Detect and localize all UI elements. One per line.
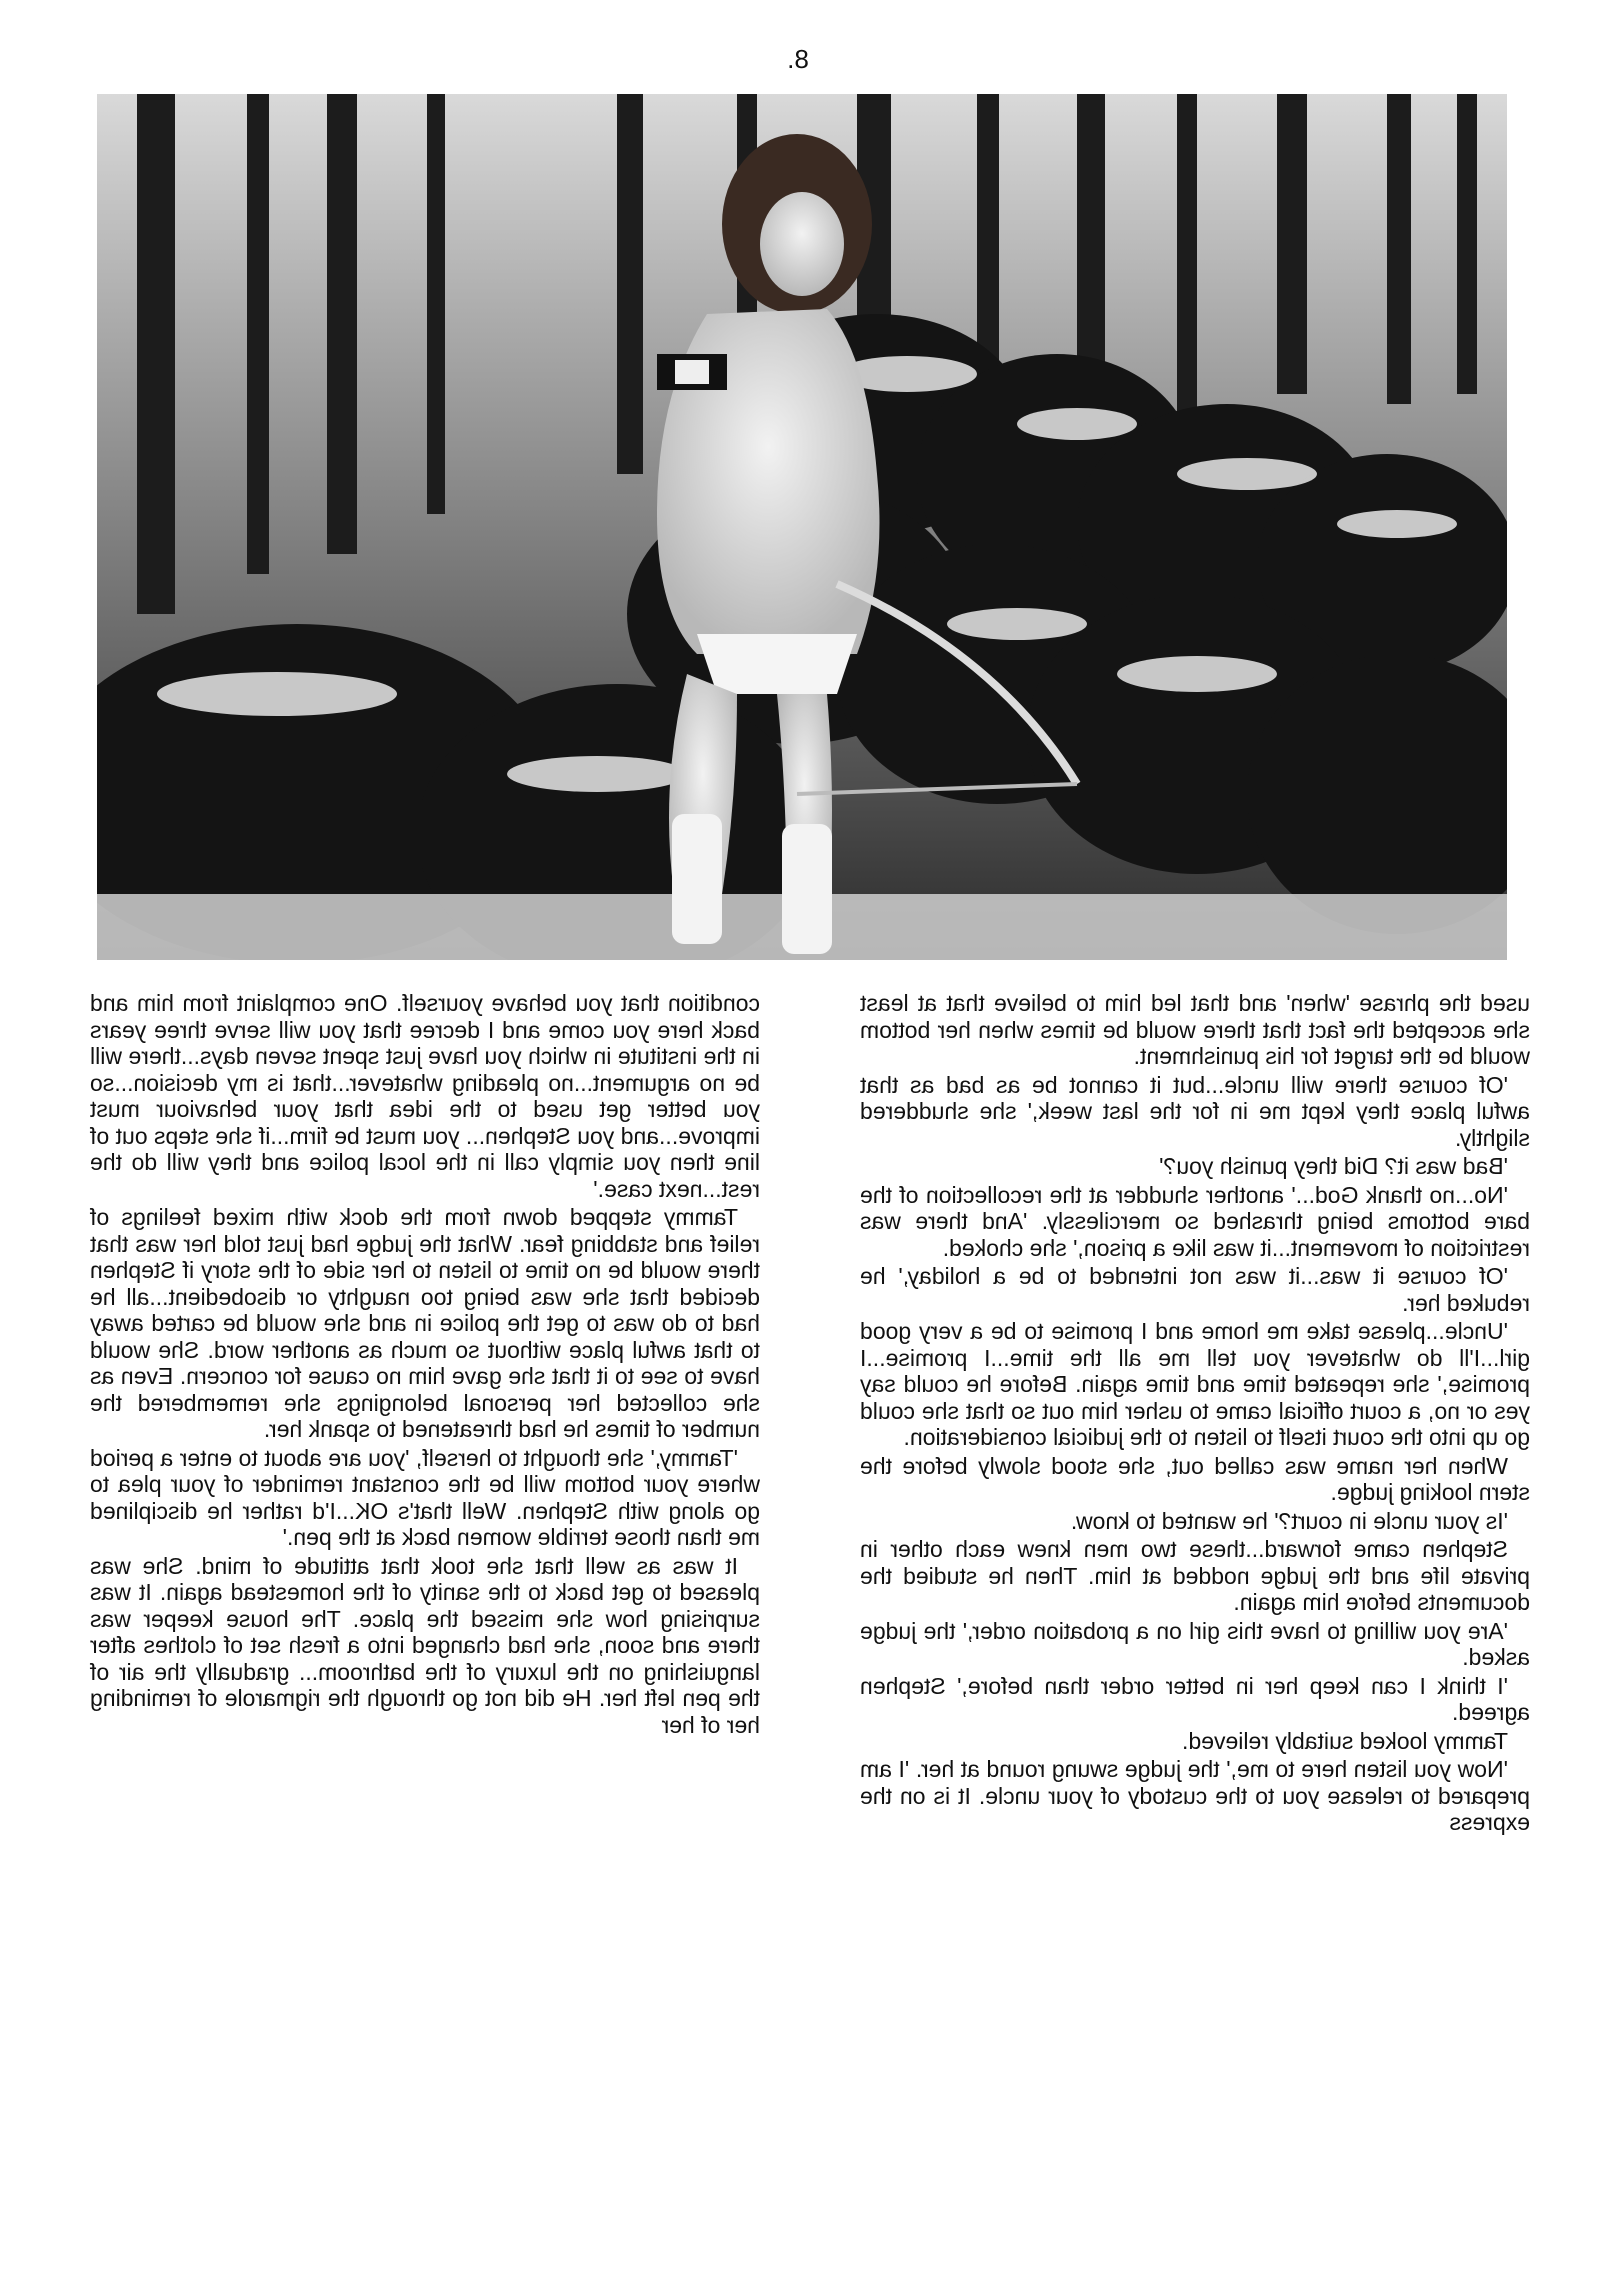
photo-icon bbox=[97, 94, 1507, 960]
page-number: 8. bbox=[787, 44, 809, 74]
paragraph: 'I think I can keep her in better order than before,' Stephen agreed. bbox=[860, 1672, 1530, 1725]
paragraph: It was as well that she took that attitude of mind. She was pleased to get back to the sanity of the homestead again. It was surprising how she missed the place. The house keeper was there and soon, she had changed into a fresh set of clothes after languishing on the luxury of the bathroom... gradually the air of the pen left her. He did not go through the rigmarole of reminding her of her bbox=[90, 1552, 760, 1738]
paragraph: Tammy stepped down from the dock with mixed feelings of relief and stabbing fear. What the judge had just told her was that there would be no time to listen to her side of the story if Stephen decided that she was being too naughty or disobedient...all he had to do was to get the police in and she would be carted away to that awful place without so much as another word. She would have to see to it that she gave him no cause for concern. Even as she collected her personal belongings she remembered the number of times he had threatened to spank her. bbox=[90, 1204, 760, 1442]
right-text-column bbox=[90, 990, 760, 1740]
paragraph: 'Tammy,' she thought to herself, 'you are about to enter a period where your bottom will be the constant reminder of your plea to go along with Stephen. Well that's OK...I'd rather he disciplined me than those terrible women back at the pen.' bbox=[90, 1444, 760, 1550]
paragraph: 'Are you willing to have this girl on a probation order,' the judge asked. bbox=[860, 1617, 1530, 1670]
paragraph: condition that you behave yourself. One complaint from him and back here you come and I decree that you will serve three years in the institute in which you have just spent seven days...there will be no argument...no pleading whatever...that is my decision...so you better get used to the idea that your behaviour must improve...and you Stephen... you must be firm...if she steps out of line then you simply call in the local police and they will do the rest...next case.' bbox=[90, 990, 760, 1202]
paragraph: Tammy looked suitably relieved. bbox=[1182, 1727, 1508, 1754]
paragraph: 'Bad was it? Did they punish you?' bbox=[1159, 1153, 1508, 1179]
paragraph: 'Of course it was...it was not intended to be a holiday,' he rebuked her. bbox=[860, 1263, 1530, 1316]
paragraph: Stephen came forward...these two men knew each other in private life and the judge nodded at him. Then he studied the documents before him again. bbox=[860, 1536, 1530, 1615]
left-text-column bbox=[860, 990, 1530, 1838]
paragraph: 'Uncle...please take me home and I promise to be a very good girl...I'll do whatever you tell me all the time...I promise...I promise,' she repeated time and time again. Before he could say yes or no, a court official came to usher him out so that she could go up into the court itself to listen to the judicial consideration. bbox=[860, 1318, 1530, 1450]
paragraph: 'Of course there will uncle...but it cannot be as bad as that awful place they kept me in for the last week,' she shuddered slightly. bbox=[860, 1071, 1530, 1151]
photograph bbox=[97, 94, 1507, 960]
paragraph: 'Now you listen here to me,' the judge swung round at her. 'I am prepared to release you to the custody of your uncle. It is on the express bbox=[860, 1756, 1530, 1835]
paragraph: 'Is your uncle in court?' he wanted to know. bbox=[1070, 1507, 1508, 1534]
paragraph: 'No...no thank God...' another shudder at the recollection of the bare bottoms being thrashed so mercilessly. 'And there was restriction of movement...it was like a prison,' she choked. bbox=[860, 1181, 1530, 1261]
paragraph: When her name was called out, she stood slowly before the stern looking judge. bbox=[860, 1452, 1530, 1505]
paragraph: used the phrase 'when' and that led him to believe that at least she accepted the fact that there would be times when her bottom would be the target for his punishment. bbox=[860, 990, 1530, 1069]
